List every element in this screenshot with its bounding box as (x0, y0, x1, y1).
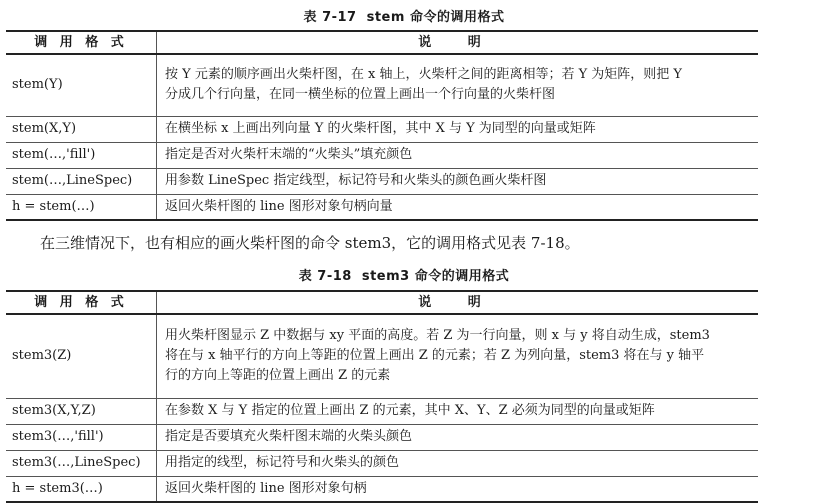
table-row (6, 398, 758, 424)
table-row (6, 476, 758, 502)
table-header-row (6, 31, 758, 54)
format-cell: stem(X,Y) (6, 116, 157, 142)
stem3-format-table (6, 290, 758, 503)
caption-title: stem 命令的调用格式 (366, 10, 505, 25)
table-row (6, 142, 758, 168)
header-format: 调 用 格 式 (6, 291, 157, 314)
table-row (6, 54, 758, 116)
table-row (6, 168, 758, 194)
caption-title: stem3 命令的调用格式 (361, 269, 510, 284)
table-header-row (6, 291, 758, 314)
description-cell: 用指定的线型，标记符号和火柴头的颜色 (157, 450, 759, 476)
description-cell (157, 314, 759, 398)
format-cell: stem(Y) (6, 54, 157, 116)
header-description: 说 明 (157, 31, 759, 54)
caption-number: 表 7-17 (303, 10, 357, 25)
format-cell: stem(…,'fill') (6, 142, 157, 168)
table-7-18-caption (0, 265, 818, 284)
format-cell: stem(…,LineSpec) (6, 168, 157, 194)
table-row (6, 424, 758, 450)
table-row (6, 194, 758, 220)
table-row (6, 450, 758, 476)
description-line: 分成几个行向量，在同一横坐标的位置上画出一个行向量的火柴杆图 (165, 87, 556, 103)
stem-format-table (6, 30, 758, 221)
format-cell: stem3(…,'fill') (6, 424, 157, 450)
format-cell: h = stem3(…) (6, 476, 157, 502)
description-cell: 在参数 X 与 Y 指定的位置上画出 Z 的元素，其中 X、Y、Z 必须为同型的向量或矩阵 (157, 398, 759, 424)
header-format: 调 用 格 式 (6, 31, 157, 54)
description-line: 用火柴杆图显示 Z 中数据与 xy 平面的高度。若 Z 为一行向量，则 x 与 y 将自动生成，stem3 (165, 328, 710, 344)
table-row (6, 314, 758, 398)
format-cell: h = stem(…) (6, 194, 157, 220)
description-line: 将在与 x 轴平行的方向上等距的位置上画出 Z 的元素；若 Z 为列向量，stem3 将在与 y 轴平 (165, 348, 705, 364)
description-cell: 指定是否要填充火柴杆图末端的火柴头颜色 (157, 424, 759, 450)
table-row (6, 116, 758, 142)
format-cell: stem3(X,Y,Z) (6, 398, 157, 424)
description-line: 行的方向上等距的位置上画出 Z 的元素 (165, 368, 391, 384)
format-cell: stem3(…,LineSpec) (6, 450, 157, 476)
description-line: 按 Y 元素的顺序画出火柴杆图，在 x 轴上，火柴杆之间的距离相等；若 Y 为矩阵，则把 Y (165, 67, 683, 83)
table-7-17-caption (0, 6, 818, 25)
description-cell (157, 54, 759, 116)
header-description: 说 明 (157, 291, 759, 314)
format-cell: stem3(Z) (6, 314, 157, 398)
description-cell: 指定是否对火柴杆末端的“火柴头”填充颜色 (157, 142, 759, 168)
description-cell: 返回火柴杆图的 line 图形对象句柄向量 (157, 194, 759, 220)
caption-number: 表 7-18 (298, 269, 352, 284)
description-cell: 用参数 LineSpec 指定线型，标记符号和火柴头的颜色画火柴杆图 (157, 168, 759, 194)
body-paragraph: 在三维情况下，也有相应的画火柴杆图的命令 stem3，它的调用格式见表 7-18。 (40, 234, 580, 252)
description-cell: 在横坐标 x 上画出列向量 Y 的火柴杆图，其中 X 与 Y 为同型的向量或矩阵 (157, 116, 759, 142)
description-cell: 返回火柴杆图的 line 图形对象句柄 (157, 476, 759, 502)
